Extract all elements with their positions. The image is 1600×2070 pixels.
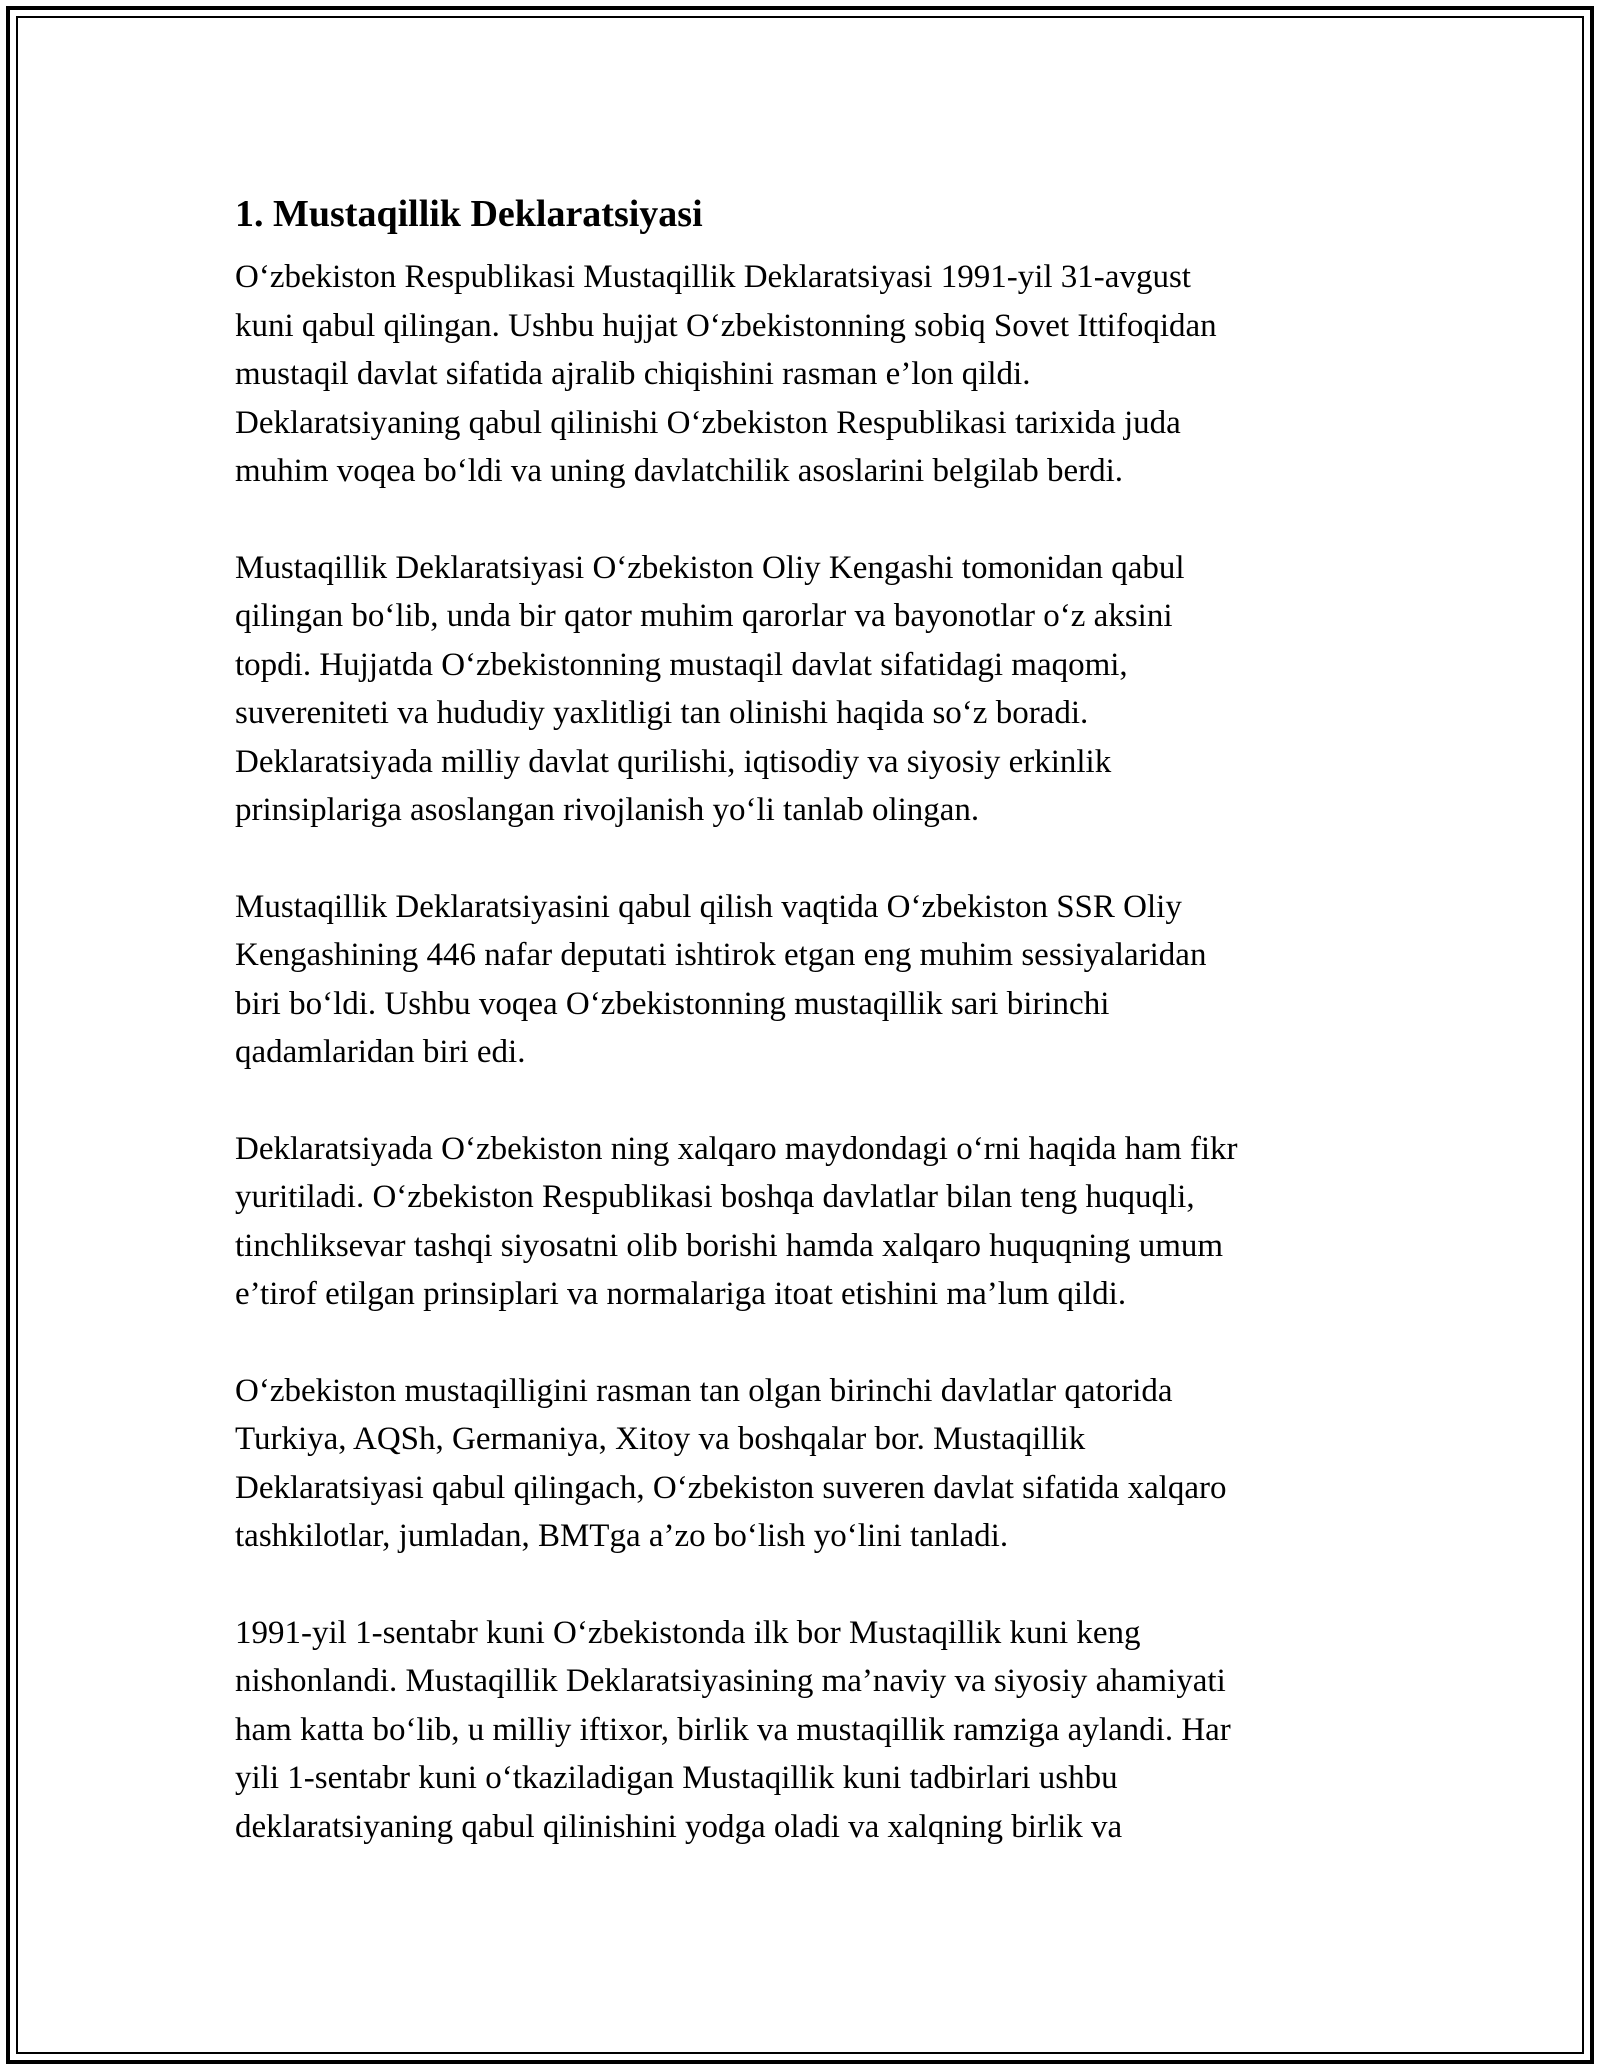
paragraph-3: Mustaqillik Deklaratsiyasini qabul qilish vaqtida O‘zbekiston SSR Oliy Kengashining 446 nafar deputati ishtirok etgan eng muhim sessiyalaridan biri bo‘ldi. Ushbu voqea O‘zbekistonning mustaqillik sari birinchi qadamlaridan biri edi. <box>235 888 1207 1070</box>
paragraph-5: O‘zbekiston mustaqilligini rasman tan olgan birinchi davlatlar qatorida Turkiya, AQSh, Germaniya, Xitoy va boshqalar bor. Mustaqillik Deklaratsiyasi qabul qilingach, O‘zbekiston suveren davlat sifatida xalqaro tashkilotlar, jumladan, BMTga a’zo bo‘lish yo‘lini tanladi. <box>235 1372 1227 1554</box>
paragraph-1: O‘zbekiston Respublikasi Mustaqillik Deklaratsiyasi 1991-yil 31-avgust kuni qabul qilingan. Ushbu hujjat O‘zbekistonning sobiq Sovet Ittifoqidan mustaqil davlat sifatida ajralib chiqishini rasman e’lon qildi. Deklaratsiyaning qabul qilinishi O‘zbekiston Respublikasi tarixida juda muhim voqea bo‘ldi va uning davlatchilik asoslarini belgilab berdi. <box>235 259 1217 489</box>
paragraph-4: Deklaratsiyada O‘zbekiston ning xalqaro maydondagi o‘rni haqida ham fikr yuritiladi. O‘zbekiston Respublikasi boshqa davlatlar bilan teng huquqli, tinchliksevar tashqi siyosatni olib borishi hamda xalqaro huquqning umum e’tirof etilgan prinsiplari va normalariga itoat etishini ma’lum qildi. <box>235 1130 1238 1312</box>
document-body <box>235 188 1375 1899</box>
paragraph-6: 1991-yil 1-sentabr kuni O‘zbekistonda ilk bor Mustaqillik kuni keng nishonlandi. Mustaqillik Deklaratsiyasining ma’naviy va siyosiy ahamiyati ham katta bo‘lib, u milliy iftixor, birlik va mustaqillik ramziga aylandi. Har yili 1-sentabr kuni o‘tkaziladigan Mustaqillik kuni tadbirlari ushbu deklaratsiyaning qabul qilinishini yodga oladi va xalqning birlik va <box>235 1614 1231 1845</box>
paragraph-2: Mustaqillik Deklaratsiyasi O‘zbekiston Oliy Kengashi tomonidan qabul qilingan bo‘lib, unda bir qator muhim qarorlar va bayonotlar o‘z aksini topdi. Hujjatda O‘zbekistonning mustaqil davlat sifatidagi maqomi, suvereniteti va hududiy yaxlitligi tan olinishi haqida so‘z boradi. Deklaratsiyada milliy davlat qurilishi, iqtisodiy va siyosiy erkinlik prinsiplariga asoslangan rivojlanish yo‘li tanlab olingan. <box>235 549 1185 828</box>
section-heading: 1. Mustaqillik Deklaratsiyasi <box>235 193 703 235</box>
